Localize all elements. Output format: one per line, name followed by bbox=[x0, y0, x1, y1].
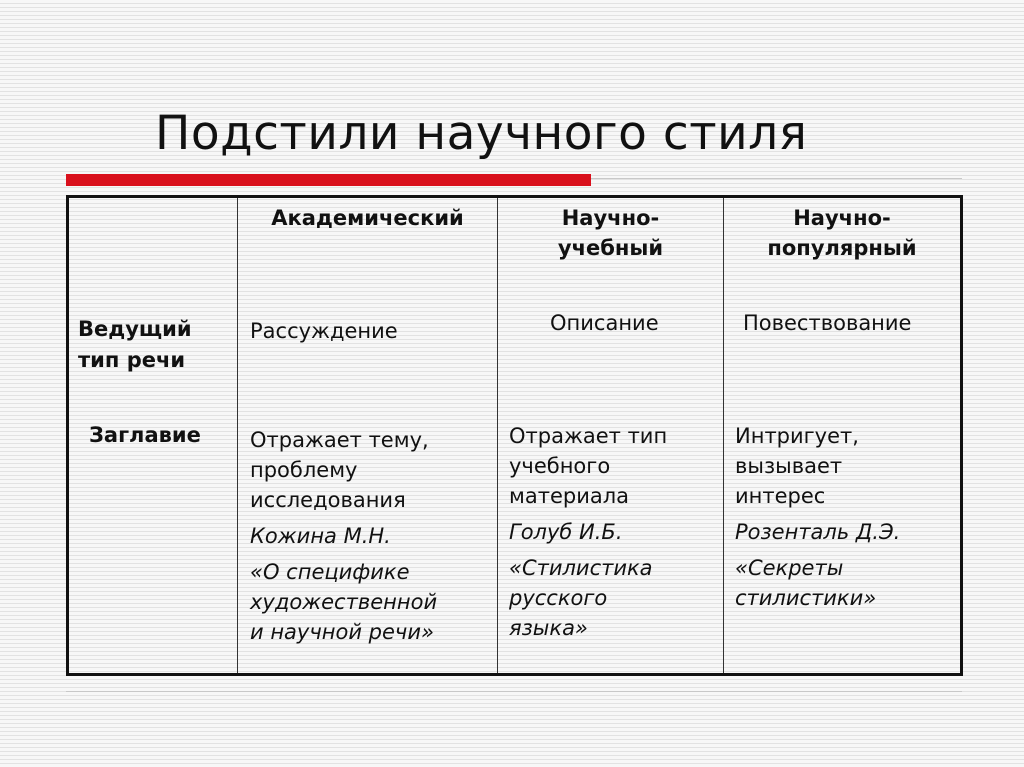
heading-desc-line: учебного bbox=[509, 454, 611, 478]
row-label-line: тип речи bbox=[78, 348, 186, 372]
heading-desc-line: исследования bbox=[250, 488, 406, 512]
column-header-line: Научно- bbox=[561, 206, 660, 230]
heading-work-line: «О специфике bbox=[250, 560, 410, 584]
column-header-educational bbox=[498, 203, 723, 263]
footer-rule bbox=[66, 691, 962, 692]
heading-desc-line: Отражает тему, bbox=[250, 428, 429, 452]
styles-table bbox=[66, 195, 963, 676]
heading-desc-line: Отражает тип bbox=[509, 424, 668, 448]
heading-educational bbox=[509, 421, 667, 643]
speech-type-popular: Повествование bbox=[743, 311, 912, 335]
speech-type-educational: Описание bbox=[550, 311, 659, 335]
row-label-heading: Заглавие bbox=[89, 423, 201, 447]
column-divider bbox=[237, 198, 238, 673]
heading-work-line: художественной bbox=[250, 590, 438, 614]
column-divider bbox=[497, 198, 498, 673]
column-header-line: Научно- bbox=[793, 206, 891, 230]
column-header-popular bbox=[724, 203, 960, 263]
heading-work-line: языка» bbox=[509, 616, 588, 640]
heading-desc-line: вызывает bbox=[735, 454, 843, 478]
column-header-academic bbox=[238, 203, 497, 233]
heading-desc-line: интерес bbox=[735, 484, 826, 508]
heading-author: Розенталь Д.Э. bbox=[735, 520, 901, 544]
heading-work-line: «Стилистика bbox=[509, 556, 653, 580]
row-label-speech-type bbox=[78, 314, 192, 376]
speech-type-academic: Рассуждение bbox=[250, 319, 398, 343]
heading-work-line: «Секреты bbox=[735, 556, 844, 580]
column-header-line: популярный bbox=[767, 236, 917, 260]
row-label-line: Ведущий bbox=[78, 317, 192, 341]
heading-academic bbox=[250, 425, 437, 647]
heading-work-line: стилистики» bbox=[735, 586, 877, 610]
heading-desc-line: материала bbox=[509, 484, 630, 508]
heading-work-line: и научной речи» bbox=[250, 620, 434, 644]
page-title: Подстили научного стиля bbox=[155, 106, 808, 161]
heading-desc-line: проблему bbox=[250, 458, 358, 482]
column-header-line: учебный bbox=[557, 236, 664, 260]
heading-desc-line: Интригует, bbox=[735, 424, 859, 448]
heading-popular bbox=[735, 421, 900, 613]
title-underline-red bbox=[66, 174, 591, 186]
heading-author: Голуб И.Б. bbox=[509, 520, 623, 544]
heading-author: Кожина М.Н. bbox=[250, 524, 391, 548]
column-header-line: Академический bbox=[271, 206, 464, 230]
heading-work-line: русского bbox=[509, 586, 608, 610]
column-divider bbox=[723, 198, 724, 673]
